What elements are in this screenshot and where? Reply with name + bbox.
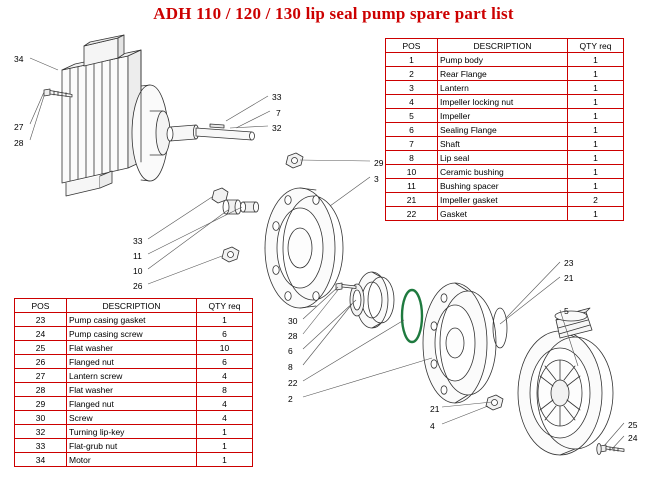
header-pos: POS — [15, 299, 67, 313]
table-row — [386, 137, 624, 151]
cell-description: Impeller — [438, 109, 568, 123]
cell-description: Flat washer — [67, 383, 197, 397]
cell-description: Screw — [67, 411, 197, 425]
cell-pos: 34 — [15, 453, 67, 467]
cell-pos: 6 — [386, 123, 438, 137]
cell-description: Shaft — [438, 137, 568, 151]
callout-22: 22 — [288, 378, 298, 388]
table-row — [15, 313, 253, 327]
lantern-3 — [265, 188, 343, 308]
cell-qty: 1 — [568, 53, 624, 67]
cell-qty: 1 — [197, 313, 253, 327]
table-row — [15, 341, 253, 355]
callout-21-top: 21 — [564, 273, 574, 283]
cell-qty: 1 — [197, 425, 253, 439]
table-row — [386, 151, 624, 165]
cell-pos: 33 — [15, 439, 67, 453]
callout-26: 26 — [133, 281, 143, 291]
cell-description: Turning lip-key — [67, 425, 197, 439]
table-row — [386, 67, 624, 81]
callout-32: 32 — [272, 123, 282, 133]
cell-pos: 21 — [386, 193, 438, 207]
callout-23: 23 — [564, 258, 574, 268]
callout-33-left: 33 — [133, 236, 143, 246]
cell-pos: 23 — [15, 313, 67, 327]
cell-pos: 32 — [15, 425, 67, 439]
cell-qty: 1 — [568, 67, 624, 81]
cell-description: Pump body — [438, 53, 568, 67]
cell-pos: 8 — [386, 151, 438, 165]
cell-description: Lantern screw — [67, 369, 197, 383]
cell-pos: 7 — [386, 137, 438, 151]
cell-pos: 1 — [386, 53, 438, 67]
motor-assembly — [62, 35, 199, 196]
header-qty: QTY req — [568, 39, 624, 53]
sealing-flange-6 — [336, 272, 394, 328]
shaft-assembly — [196, 124, 259, 262]
callout-8: 8 — [288, 362, 293, 372]
callout-30: 30 — [288, 316, 298, 326]
cell-description: Impeller gasket — [438, 193, 568, 207]
cell-description: Flat washer — [67, 341, 197, 355]
table-row — [386, 81, 624, 95]
table-row — [15, 411, 253, 425]
header-pos: POS — [386, 39, 438, 53]
cell-description: Flanged nut — [67, 397, 197, 411]
cell-pos: 26 — [15, 355, 67, 369]
cell-description: Motor — [67, 453, 197, 467]
gasket-22 — [402, 290, 422, 342]
page-title: ADH 110 / 120 / 130 lip seal pump spare part list — [153, 4, 514, 23]
parts-table-bottom — [14, 298, 253, 467]
callout-21-bottom: 21 — [430, 404, 440, 414]
cell-description: Pump casing gasket — [67, 313, 197, 327]
cell-qty: 1 — [568, 179, 624, 193]
cell-description: Bushing spacer — [438, 179, 568, 193]
cell-qty: 1 — [568, 207, 624, 221]
cell-pos: 27 — [15, 369, 67, 383]
cell-qty: 1 — [568, 165, 624, 179]
cell-pos: 3 — [386, 81, 438, 95]
table-row — [386, 179, 624, 193]
cell-qty: 6 — [197, 355, 253, 369]
cell-pos: 5 — [386, 109, 438, 123]
cell-qty: 2 — [568, 193, 624, 207]
cell-description: Rear Flange — [438, 67, 568, 81]
cell-qty: 1 — [568, 81, 624, 95]
flanged-nut-29 — [286, 153, 303, 168]
table-row — [15, 383, 253, 397]
callout-28-mid: 28 — [288, 331, 298, 341]
cell-qty: 1 — [568, 137, 624, 151]
callout-3: 3 — [374, 174, 379, 184]
table-row — [15, 327, 253, 341]
table-row — [15, 453, 253, 467]
cell-qty: 1 — [568, 109, 624, 123]
cell-description: Flat-grub nut — [67, 439, 197, 453]
cell-qty: 1 — [197, 453, 253, 467]
callout-33-top: 33 — [272, 92, 282, 102]
table-header-row — [15, 299, 253, 313]
table-row — [15, 439, 253, 453]
header-description: DESCRIPTION — [67, 299, 197, 313]
callout-28: 28 — [14, 138, 24, 148]
table-row — [15, 369, 253, 383]
callout-6: 6 — [288, 346, 293, 356]
table-row — [386, 193, 624, 207]
callout-2: 2 — [288, 394, 293, 404]
rear-flange-2 — [423, 283, 496, 403]
callout-10: 10 — [133, 266, 143, 276]
callout-24: 24 — [628, 433, 638, 443]
callout-7: 7 — [276, 108, 281, 118]
cell-qty: 10 — [197, 341, 253, 355]
table-row — [386, 109, 624, 123]
cell-qty: 4 — [197, 411, 253, 425]
cell-pos: 11 — [386, 179, 438, 193]
header-description: DESCRIPTION — [438, 39, 568, 53]
cell-pos: 30 — [15, 411, 67, 425]
cell-pos: 24 — [15, 327, 67, 341]
cell-description: Ceramic bushing — [438, 165, 568, 179]
cell-description: Impeller locking nut — [438, 95, 568, 109]
table-row — [386, 207, 624, 221]
cell-description: Pump casing screw — [67, 327, 197, 341]
cell-description: Gasket — [438, 207, 568, 221]
table-header-row — [386, 39, 624, 53]
callout-5: 5 — [564, 306, 569, 316]
cell-qty: 1 — [197, 439, 253, 453]
callout-25: 25 — [628, 420, 638, 430]
table-row — [15, 425, 253, 439]
cell-qty: 8 — [197, 383, 253, 397]
cell-qty: 1 — [568, 151, 624, 165]
header-qty: QTY req — [197, 299, 253, 313]
callout-27: 27 — [14, 122, 24, 132]
cell-description: Sealing Flange — [438, 123, 568, 137]
table-row — [15, 355, 253, 369]
cell-qty: 1 — [568, 95, 624, 109]
cell-description: Flanged nut — [67, 355, 197, 369]
cell-pos: 10 — [386, 165, 438, 179]
cell-pos: 4 — [386, 95, 438, 109]
cell-qty: 4 — [197, 397, 253, 411]
cell-description: Lantern — [438, 81, 568, 95]
cell-pos: 25 — [15, 341, 67, 355]
cell-pos: 22 — [386, 207, 438, 221]
cell-qty: 1 — [568, 123, 624, 137]
cell-qty: 4 — [197, 369, 253, 383]
pump-body-1 — [518, 308, 613, 455]
callout-4: 4 — [430, 421, 435, 431]
cell-pos: 29 — [15, 397, 67, 411]
cell-pos: 2 — [386, 67, 438, 81]
callout-29: 29 — [374, 158, 384, 168]
cell-qty: 6 — [197, 327, 253, 341]
callout-11: 11 — [133, 251, 142, 261]
table-row — [386, 95, 624, 109]
table-row — [15, 397, 253, 411]
callout-34: 34 — [14, 54, 24, 64]
casing-screw-24 — [597, 444, 624, 455]
parts-table-top — [385, 38, 624, 221]
cell-pos: 28 — [15, 383, 67, 397]
table-row — [386, 123, 624, 137]
cell-description: Lip seal — [438, 151, 568, 165]
table-row — [386, 165, 624, 179]
table-row — [386, 53, 624, 67]
